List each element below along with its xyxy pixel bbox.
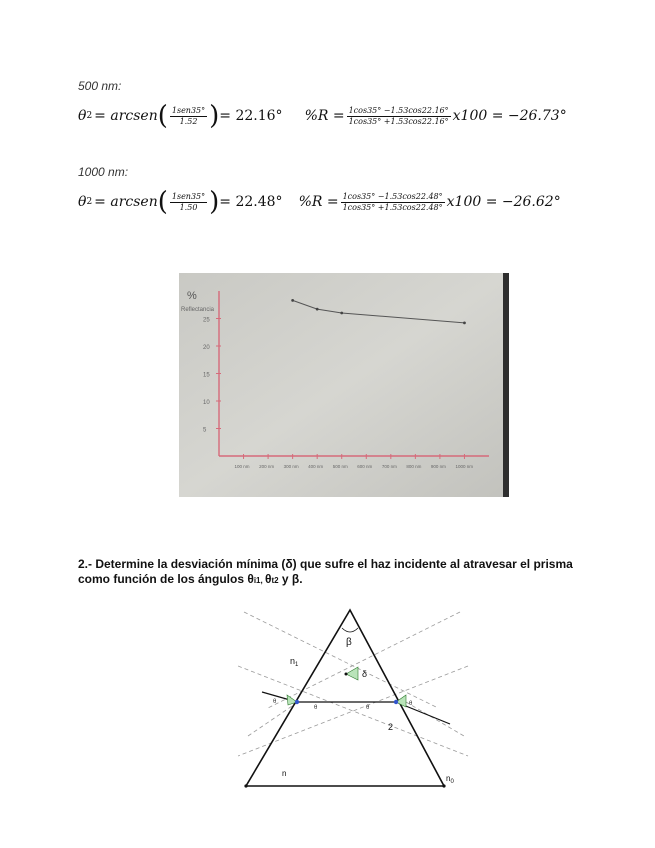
left-paren: ( [157,187,168,217]
theta-result: = 22.16° [219,108,283,124]
x-tick-label: 300 nm [283,464,299,469]
label-500nm: 500 nm: [78,79,122,93]
subscript-t2: t2 [271,576,279,585]
theta-symbol: θ [78,194,87,210]
label-1000nm: 1000 nm: [78,165,129,179]
y-tick-label: 5 [203,427,207,434]
x-tick-label: 600 nm [357,464,373,469]
fraction-numerator: 1sen35° [171,191,206,201]
y-axis-title: % [187,290,197,302]
curve-point [340,312,343,315]
curve-point [316,308,319,311]
exit-point [394,700,398,704]
reflectance-lhs: %R = [298,194,339,210]
x-tick-label: 400 nm [308,464,324,469]
reflectance-denominator: 1cos35° +1.53cos22.48° [342,202,443,212]
reflectance-lhs: %R = [304,108,345,124]
photo-edge-shadow [503,273,509,497]
theta-i1-label: θ [273,699,277,705]
arcsen-fraction [170,106,207,127]
n-label-lower: n [282,769,287,778]
question-2 [78,557,598,588]
reflectance-numerator: 1cos35° −1.53cos22.16° [348,105,449,115]
prism-diagram [238,606,474,794]
x-tick-label: 500 nm [332,464,348,469]
curve-point [291,299,294,302]
reflectance-numerator: 1cos35° −1.53cos22.48° [342,191,443,201]
theta-t2-label: θ [409,701,413,707]
n1-label: $n_1$ [290,656,299,668]
fraction-denominator: 1.52 [179,116,198,126]
theta-subscript: 2 [86,111,93,121]
y-tick-label: 20 [203,345,210,351]
x-tick-label: 1000 nm [455,464,473,469]
theta-t1-label: θ [314,705,318,711]
theta-result: = 22.48° [219,194,283,210]
question-text: 2.- Determine la desviación mínima (δ) que sufre el haz incidente al atravesar el prisma como función de los ángulos θ [78,557,573,586]
x-tick-label: 900 nm [430,464,446,469]
reflectance-result: x100 = −26.62° [446,194,561,210]
theta-i2-label: θ [366,705,370,711]
theta-subscript: 2 [86,197,93,207]
x-tick-label: 800 nm [406,464,422,469]
angle-marker-delta [346,667,358,680]
arcsen-text: = arcsen [94,194,158,210]
n0-label: $n_0$ [446,774,454,785]
dashed-guides [238,612,468,756]
right-paren: ) [209,101,220,131]
y-tick-label: 15 [203,372,210,379]
arcsen-text: = arcsen [94,108,158,124]
fraction-numerator: 1sen35° [171,105,206,115]
beta-label: β [346,637,352,648]
theta-symbol: θ [78,108,87,124]
subscript-i1: i1, [253,576,265,585]
reflectance-denominator: 1cos35° +1.53cos22.16° [348,116,449,126]
reflectance-result: x100 = −26.73° [452,108,567,124]
reflectance-fraction [341,192,445,213]
vertex-right [442,784,445,787]
y-tick-label: 25 [203,317,210,324]
prism-triangle [246,610,444,786]
x-tick-label: 700 nm [381,464,397,469]
delta-vertex [345,673,348,676]
reflectance-fraction [347,106,451,127]
curve-point [463,322,466,325]
fraction-denominator: 1.50 [179,202,198,212]
label-two: 2 [388,722,394,732]
guide-line-2 [268,612,460,708]
y-axis-subtitle: Reflectancia [181,307,215,313]
x-tick-label: 200 nm [259,464,275,469]
vertex-left [244,784,247,787]
delta-label: δ [362,669,368,679]
reflectance-graph-photo [179,273,509,497]
question-end: y β. [278,572,303,586]
equation-1000nm [78,186,561,218]
entry-point [295,700,299,704]
right-paren: ) [209,187,220,217]
arcsen-fraction [170,192,207,213]
theta-symbol: θ [264,572,272,586]
guide-line-5 [248,702,298,736]
equation-500nm [78,100,567,132]
y-tick-label: 10 [203,400,210,406]
x-tick-label: 100 nm [234,464,250,469]
angle-arc-beta [342,628,358,632]
left-paren: ( [157,101,168,131]
